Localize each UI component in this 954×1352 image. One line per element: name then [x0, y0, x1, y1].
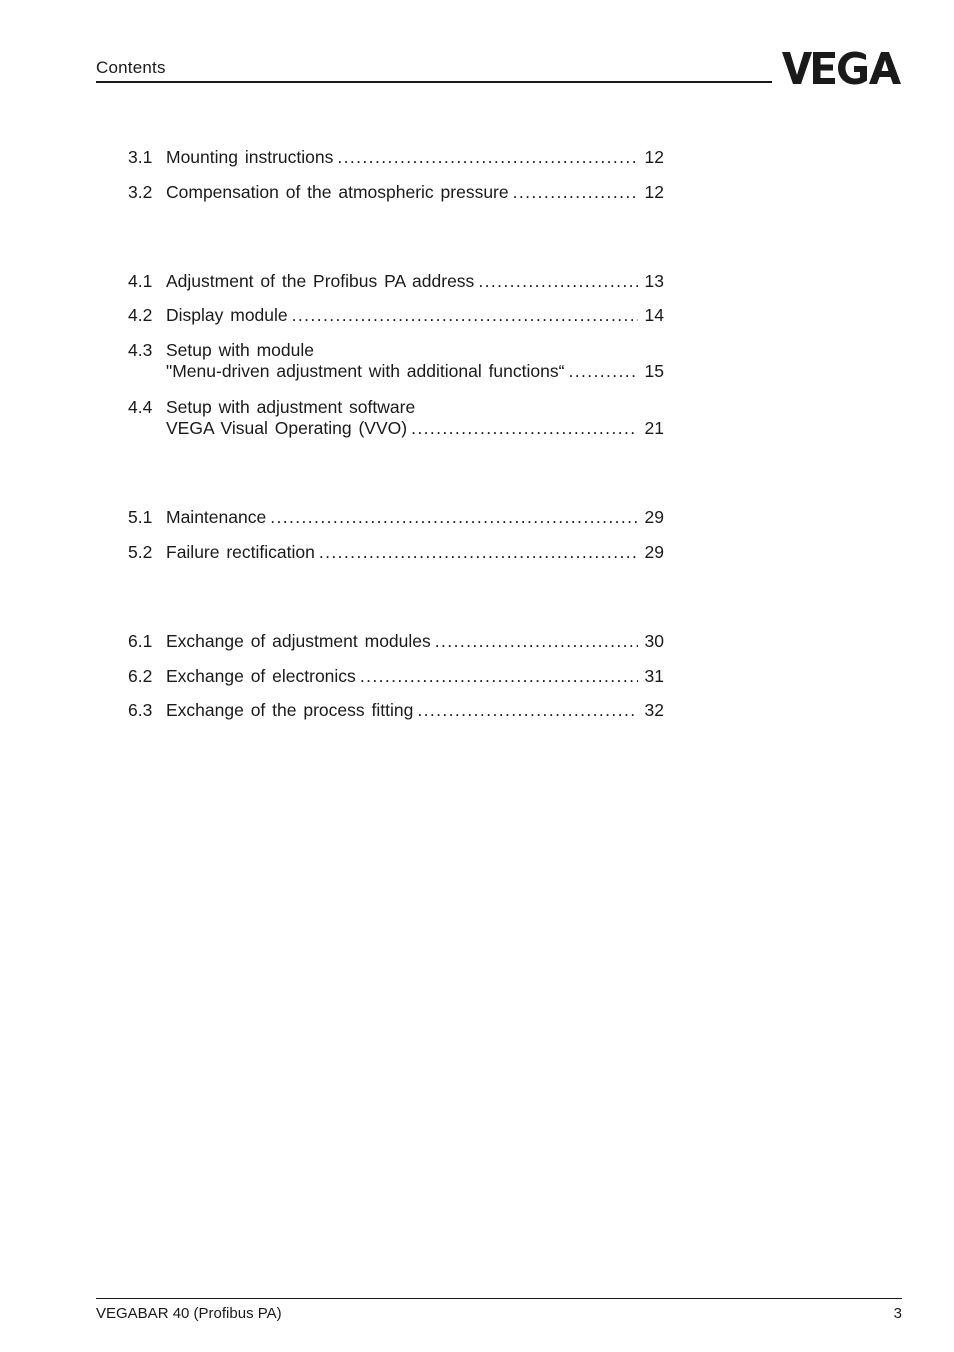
toc-dot-leader: [319, 542, 638, 563]
toc-entry-page: 14: [644, 305, 664, 325]
toc-dot-leader: [513, 182, 638, 203]
toc-entry-4-4[interactable]: [128, 397, 664, 439]
toc-entry-title: Exchange of electronics: [166, 666, 356, 686]
toc-entry-6-1[interactable]: [128, 631, 664, 652]
toc-entry-title-continued: "Menu-driven adjustment with additional functions“: [166, 361, 565, 381]
toc-entry-number: 6.2: [128, 666, 153, 686]
toc-entry-title: Mounting instructions: [166, 147, 334, 167]
footer-document-title: VEGABAR 40 (Profibus PA): [96, 1305, 282, 1322]
toc-entry-title: Setup with adjustment software: [166, 397, 416, 417]
toc-entry-page: 29: [644, 507, 664, 527]
toc-entry-page: 12: [644, 182, 664, 202]
toc-entry-title: Exchange of adjustment modules: [166, 631, 431, 651]
toc-entry-3-1[interactable]: [128, 147, 664, 168]
toc-entry-number: 3.1: [128, 147, 153, 167]
toc-entry-page: 21: [644, 418, 664, 438]
toc-entry-number: 5.2: [128, 542, 153, 562]
toc-dot-leader: [337, 147, 638, 168]
toc-entry-4-1[interactable]: [128, 271, 664, 292]
toc-entry-title: Maintenance: [166, 507, 267, 527]
toc-entry-page: 13: [644, 271, 664, 291]
toc-entry-title: Exchange of the process fitting: [166, 700, 414, 720]
footer-rule: [96, 1298, 902, 1299]
toc-dot-leader: [411, 418, 638, 439]
toc-entry-4-2[interactable]: [128, 305, 664, 326]
footer-page-number: 3: [893, 1305, 902, 1322]
toc-dot-leader: [435, 631, 638, 652]
toc-entry-page: 31: [644, 666, 664, 686]
toc-entry-4-3[interactable]: [128, 340, 664, 382]
toc-entry-page: 12: [644, 147, 664, 167]
vega-logo-graphic: [782, 51, 902, 85]
toc-entry-5-2[interactable]: [128, 542, 664, 563]
toc-entry-title: Failure rectification: [166, 542, 315, 562]
toc-dot-leader: [270, 507, 638, 528]
toc-dot-leader: [478, 271, 638, 292]
toc-dot-leader: [568, 361, 638, 382]
toc-entry-number: 4.1: [128, 271, 153, 291]
toc-entry-number: 4.3: [128, 340, 153, 360]
toc-dot-leader: [360, 666, 638, 687]
toc-entry-number: 6.1: [128, 631, 153, 651]
toc-entry-title: Adjustment of the Profibus PA address: [166, 271, 475, 291]
toc-entry-6-2[interactable]: [128, 666, 664, 687]
toc-dot-leader: [417, 700, 638, 721]
toc-entry-page: 30: [644, 631, 664, 651]
toc-entry-number: 3.2: [128, 182, 153, 202]
toc-entry-title: Compensation of the atmospheric pressure: [166, 182, 509, 202]
toc-entry-page: 29: [644, 542, 664, 562]
toc-entry-5-1[interactable]: [128, 507, 664, 528]
toc-entry-number: 5.1: [128, 507, 153, 527]
toc-entry-number: 6.3: [128, 700, 153, 720]
toc-entry-title: Setup with module: [166, 340, 314, 360]
toc-entry-page: 15: [644, 361, 664, 381]
toc-entry-number: 4.2: [128, 305, 153, 325]
toc-entry-title-continued: VEGA Visual Operating (VVO): [166, 418, 408, 438]
header-rule: [96, 81, 772, 83]
toc-entry-number: 4.4: [128, 397, 153, 417]
toc-entry-3-2[interactable]: [128, 182, 664, 203]
page-header-title: Contents: [96, 58, 166, 77]
toc-entry-page: 32: [644, 700, 664, 720]
toc-entry-title: Display module: [166, 305, 288, 325]
vega-logo: [782, 51, 902, 85]
toc-dot-leader: [292, 305, 638, 326]
toc-entry-6-3[interactable]: [128, 700, 664, 721]
